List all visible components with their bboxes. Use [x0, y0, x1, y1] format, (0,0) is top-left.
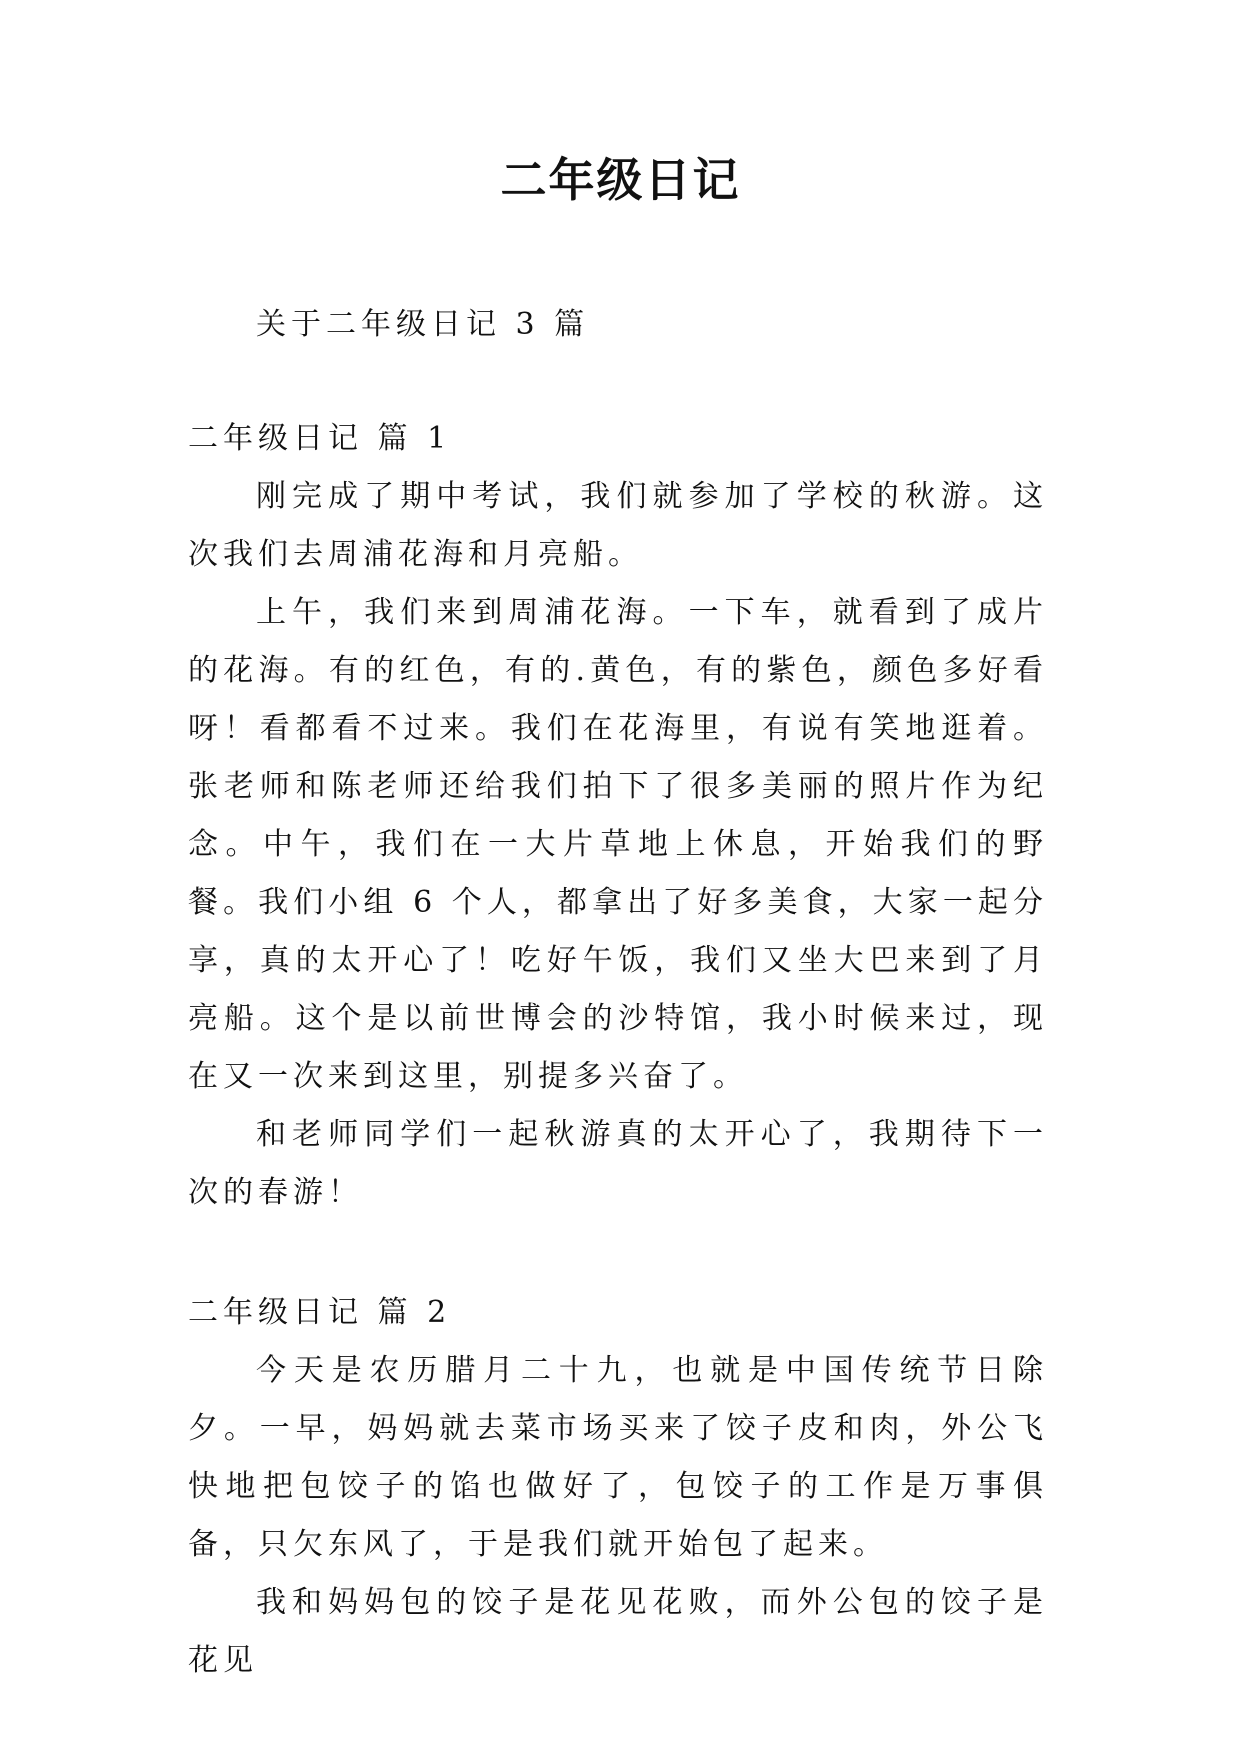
- spacer: [188, 1222, 1048, 1284]
- paragraph: 和老师同学们一起秋游真的太开心了，我期待下一次的春游！: [188, 1117, 1048, 1210]
- paragraph: 今天是农历腊月二十九，也就是中国传统节日除夕。一早，妈妈就去菜市场买来了饺子皮和肉，外公飞快地把包饺子的馅也做好了，包饺子的工作是万事俱备，只欠东风了，于是我们就开始包了起来。: [188, 1353, 1048, 1562]
- paragraph: 刚完成了期中考试，我们就参加了学校的秋游。这次我们去周浦花海和月亮船。: [188, 479, 1048, 572]
- section-heading: 二年级日记 篇 1: [188, 421, 452, 456]
- diary-section-1: [188, 410, 1048, 1222]
- paragraph: 我和妈妈包的饺子是花见花败，而外公包的饺子是花见: [188, 1585, 1048, 1678]
- document-title: 二年级日记: [500, 153, 741, 207]
- document-content: [188, 296, 1048, 1690]
- document-subtitle: 关于二年级日记 3 篇: [256, 307, 590, 342]
- spacer: [188, 354, 1048, 410]
- paragraph: 上午，我们来到周浦花海。一下车，就看到了成片的花海。有的红色，有的.黄色，有的紫色，颜色多好看呀！看都看不过来。我们在花海里，有说有笑地逛着。张老师和陈老师还给我们拍下了很多美丽的照片作为纪念。中午，我们在一大片草地上休息，开始我们的野餐。我们小组 6 个人，都拿出了好多美食，大家一起分享，真的太开心了！吃好午饭，我们又坐大巴来到了月亮船。这个是以前世博会的沙特馆，我小时候来过，现在又一次来到这里，别提多兴奋了。: [188, 595, 1048, 1094]
- diary-section-2: [188, 1284, 1048, 1690]
- section-heading: 二年级日记 篇 2: [188, 1295, 452, 1330]
